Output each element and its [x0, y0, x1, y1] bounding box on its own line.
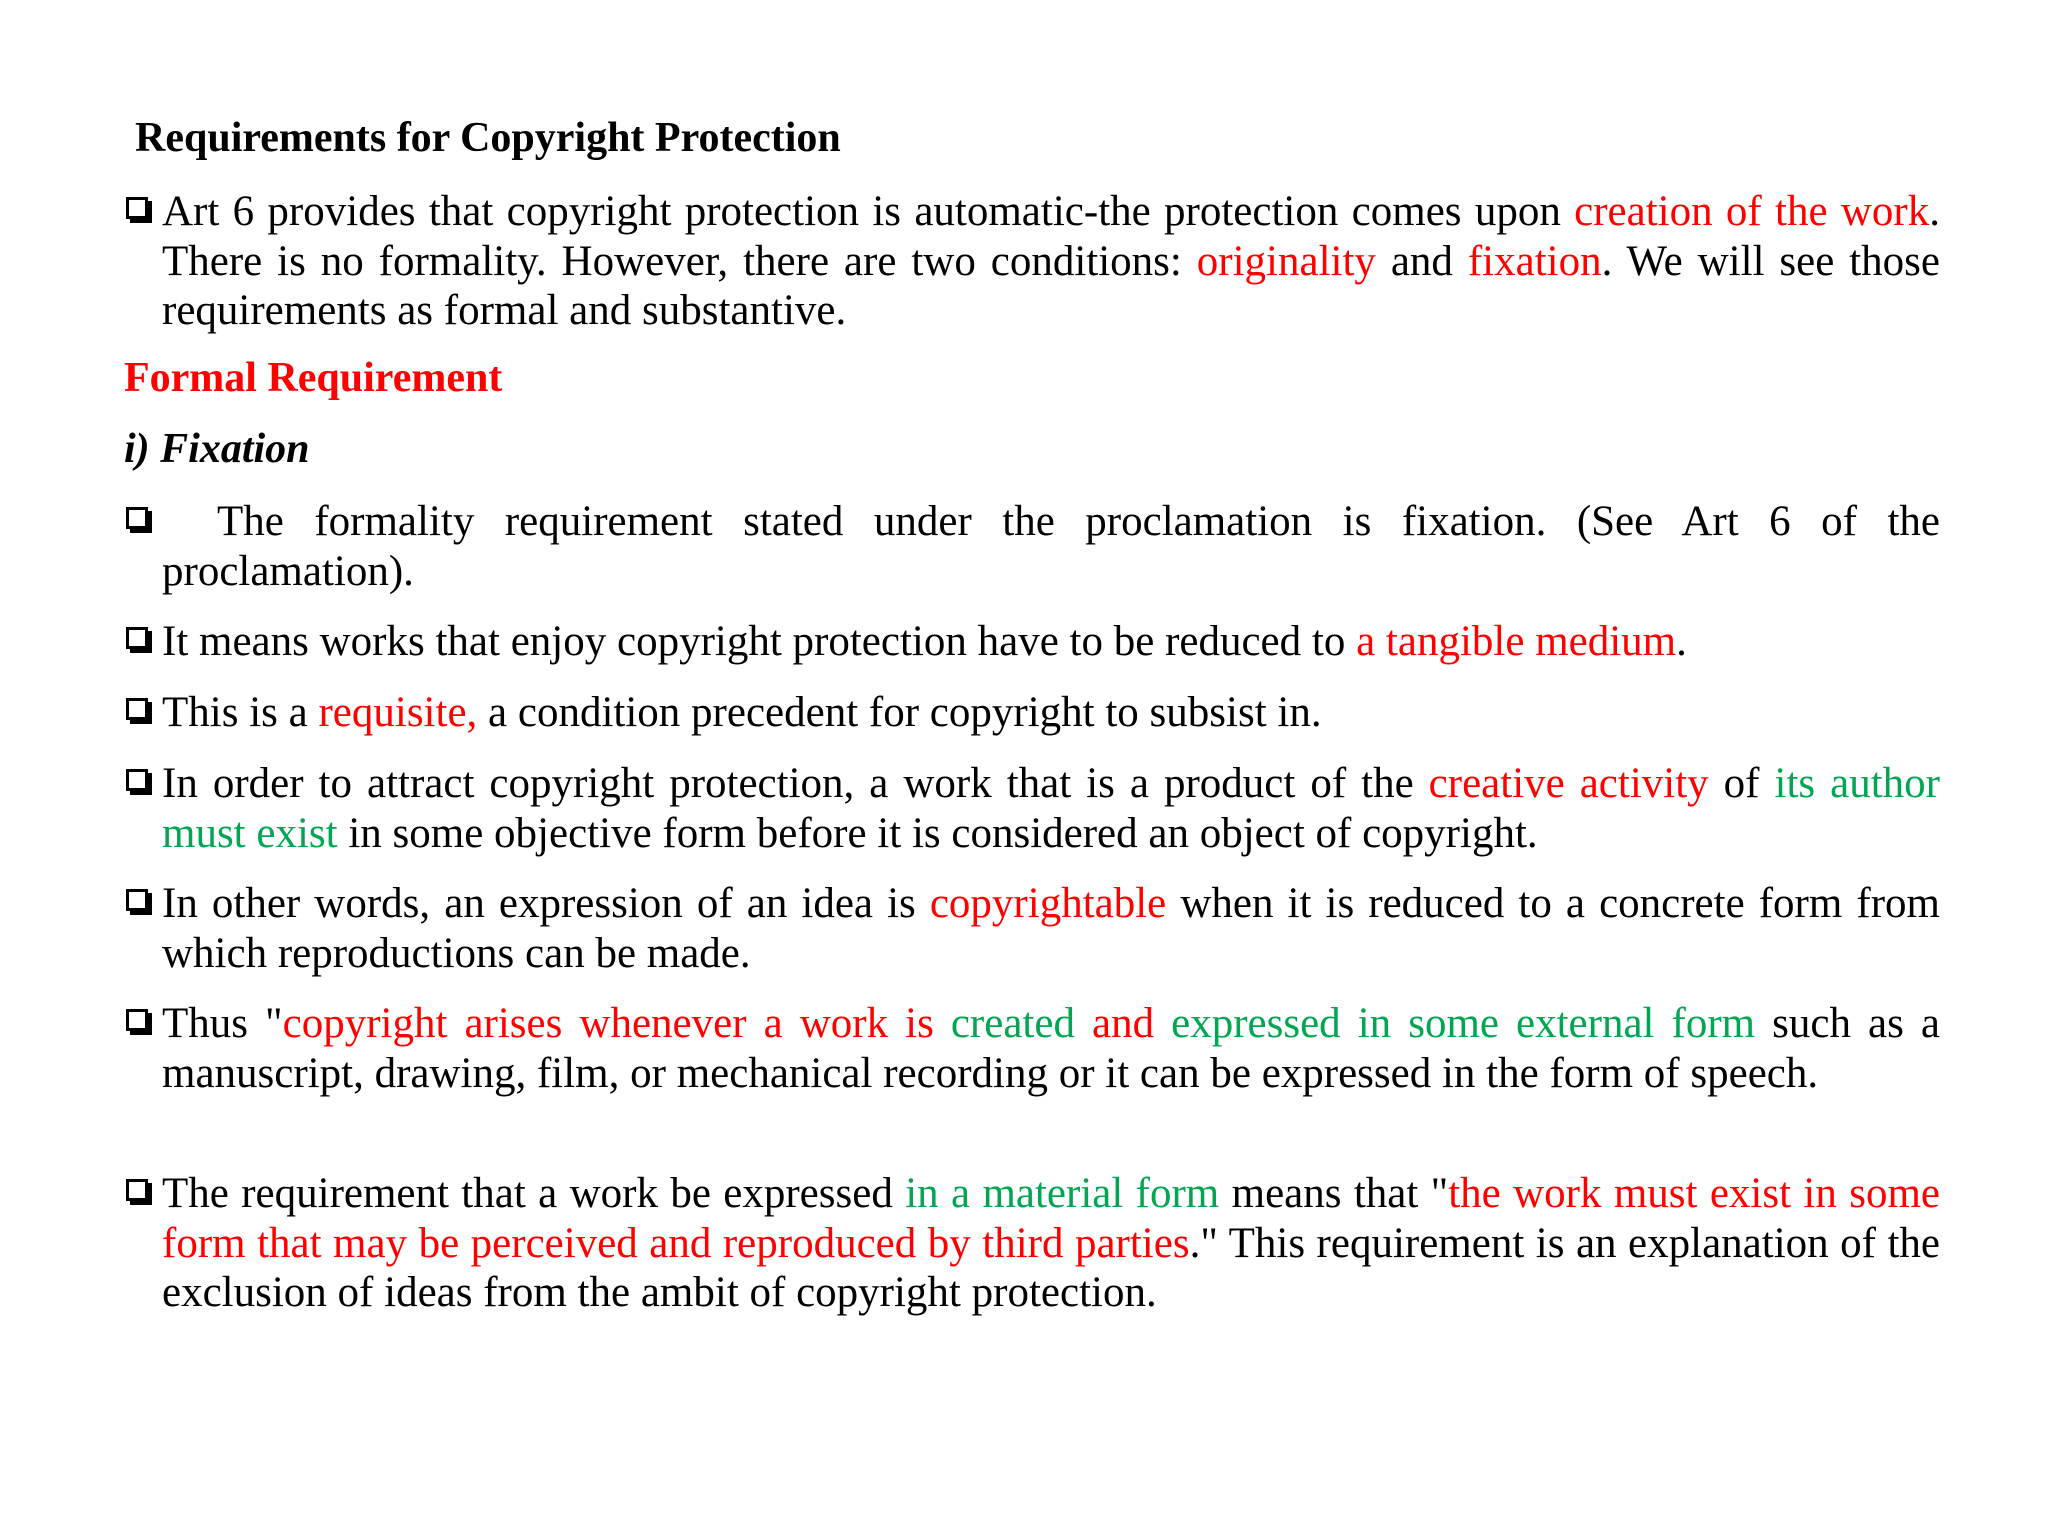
bullet-item [162, 617, 1940, 667]
highlight-red: fixation [1467, 237, 1602, 285]
checkbox-square-icon [126, 889, 148, 911]
bullet-item [162, 1169, 1940, 1318]
bullet-item [162, 688, 1940, 738]
subsection-heading-fixation: i) Fixation [124, 426, 310, 472]
section-heading-formal: Formal Requirement [124, 355, 503, 401]
checkbox-square-icon [126, 769, 148, 791]
bullet-text: . We will see those requirements as formal and substantive. [162, 237, 1941, 334]
checkbox-square-icon [126, 507, 148, 529]
bullet-text: . There is no formality. However, there are two conditions: [162, 188, 1940, 285]
highlight-red: the work must exist in some form that may be perceived and reproduced by third parties [162, 1170, 1940, 1267]
page-title: Requirements for Copyright Protection [135, 115, 841, 161]
bullet-text: The requirement that a work be expressed [162, 1170, 906, 1217]
bullet-text: . [1676, 618, 1687, 665]
highlight-red: requisite, [318, 689, 478, 736]
bullet-text: In order to attract copyright protection, a work that is a product of the [162, 760, 1429, 807]
checkbox-square-icon [126, 627, 148, 649]
bullet-text: The formality requirement stated under the proclamation is fixation. (See Art 6 of the proclamation). [162, 498, 1940, 595]
bullet-text: means that " [1219, 1170, 1449, 1217]
bullet-item [162, 497, 1940, 596]
bullet-item [162, 999, 1940, 1098]
bullet-text: In other words, an expression of an idea is [162, 880, 930, 927]
checkbox-square-icon [126, 698, 148, 720]
bullet-text: of [1708, 760, 1775, 807]
bullet-text: ." This requirement is an explanation of the exclusion of ideas from the ambit of copyright protection. [162, 1219, 1940, 1316]
bullet-text: Thus " [162, 1000, 283, 1047]
bullet-text: Art 6 provides that copyright protection is automatic-the protection comes upon [162, 188, 1575, 235]
highlight-red: creation of the work [1574, 188, 1930, 235]
checkbox-square-icon [126, 1179, 148, 1201]
highlight-red: copyright arises whenever a work is [282, 1000, 951, 1047]
highlight-red: copyrightable [929, 880, 1167, 927]
bullet-text: a condition precedent for copyright to subsist in. [477, 689, 1322, 736]
checkbox-square-icon [126, 197, 148, 219]
bullet-text: and [1375, 237, 1468, 285]
highlight-red: a tangible medium [1356, 618, 1677, 665]
highlight-red: originality [1196, 237, 1376, 285]
highlight-green: expressed in some external form [1171, 1000, 1756, 1047]
bullet-text: when it is reduced to a concrete form from which reproductions can be made. [162, 880, 1940, 977]
bullet-item [162, 879, 1940, 978]
checkbox-square-icon [126, 1009, 148, 1031]
bullet-text: It means works that enjoy copyright protection have to be reduced to [162, 618, 1357, 665]
bullet-text: in some objective form before it is considered an object of copyright. [337, 809, 1538, 857]
highlight-green: in a material form [905, 1170, 1220, 1217]
bullet-item [162, 187, 1940, 336]
bullet-item [162, 759, 1940, 858]
highlight-green: its author must exist [162, 760, 1940, 857]
highlight-red: and [1074, 1000, 1172, 1047]
bullet-text: This is a [162, 689, 319, 736]
highlight-red: creative activity [1428, 760, 1709, 807]
highlight-green: created [950, 1000, 1075, 1047]
bullet-text: such as a manuscript, drawing, film, or mechanical recording or it can be expressed in the form of speech. [162, 1000, 1940, 1097]
